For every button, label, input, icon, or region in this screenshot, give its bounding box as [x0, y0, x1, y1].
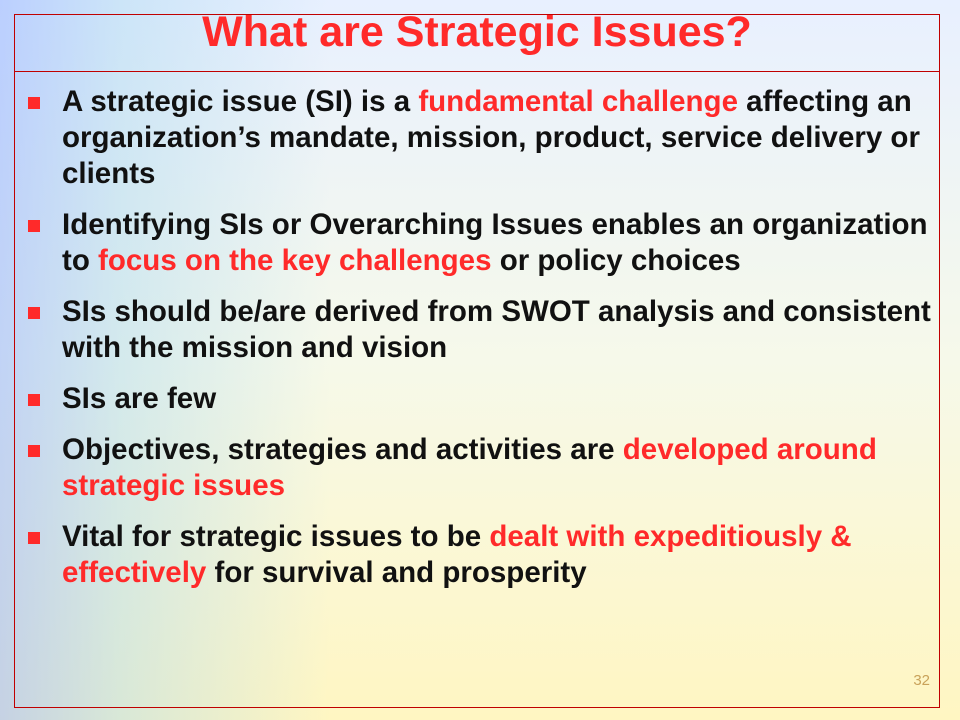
- bullet-item: [28, 381, 933, 417]
- bullet-text-segment: SIs are few: [62, 382, 217, 415]
- title-bar: [14, 8, 940, 72]
- bullet-item: [28, 432, 933, 504]
- bullet-item: [28, 84, 933, 192]
- bullet-item: [28, 519, 933, 591]
- bullet-square-icon: [28, 97, 40, 109]
- bullet-item: [28, 294, 933, 366]
- bullet-list: [28, 84, 933, 606]
- bullet-square-icon: [28, 445, 40, 457]
- bullet-highlight-segment: fundamental challenge: [418, 85, 738, 118]
- bullet-item: [28, 207, 933, 279]
- bullet-square-icon: [28, 532, 40, 544]
- bullet-text-segment: or policy choices: [491, 244, 741, 277]
- bullet-highlight-segment: developed around strategic issues: [62, 433, 877, 502]
- page-number: 32: [913, 672, 930, 689]
- bullet-text-segment: Vital for strategic issues to be: [62, 520, 490, 553]
- bullet-square-icon: [28, 394, 40, 406]
- slide-title: What are Strategic Issues?: [202, 8, 752, 56]
- bullet-highlight-segment: focus on the key challenges: [98, 244, 492, 277]
- bullet-square-icon: [28, 307, 40, 319]
- bullet-text-segment: A strategic issue (SI) is a: [62, 85, 419, 118]
- bullet-text-segment: affecting an organization’s mandate, mission, product, service delivery or clients: [62, 85, 920, 190]
- bullet-highlight-segment: dealt with expeditiously & effectively: [62, 520, 852, 589]
- bullet-text-segment: SIs should be/are derived from SWOT analysis and consistent with the mission and vision: [62, 295, 931, 364]
- bullet-square-icon: [28, 220, 40, 232]
- bullet-text-segment: for survival and prosperity: [206, 556, 587, 589]
- bullet-text-segment: Objectives, strategies and activities are: [62, 433, 623, 466]
- bullet-text-segment: Identifying SIs or Overarching Issues enables an organization to: [62, 208, 928, 277]
